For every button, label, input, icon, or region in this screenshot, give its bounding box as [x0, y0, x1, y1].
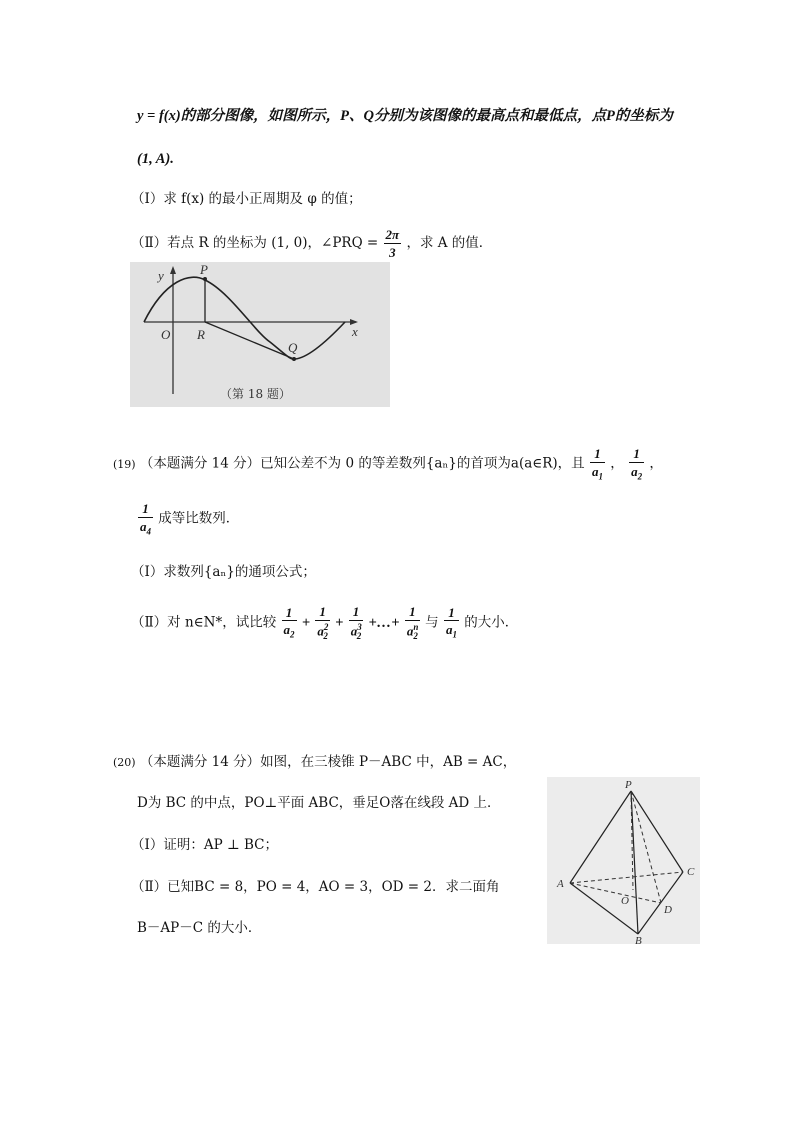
q19-sum-term-1	[282, 606, 297, 641]
q19-comma-1: ，	[610, 455, 624, 472]
q19-line2-suffix: 成等比数列．	[158, 510, 240, 527]
q19-frac2-den: $a_2$	[631, 463, 643, 482]
q18-intro-text: y = f(x)的部分图像，如图所示，P、Q分别为该图像的最高点和最低点，点P的坐标为	[137, 108, 673, 124]
q19-sum-term-2-num: 1	[315, 605, 330, 621]
q20-figure	[547, 777, 700, 944]
q20-label-p: P	[625, 779, 632, 791]
q20-part2	[131, 881, 499, 895]
q18-point-p	[203, 277, 207, 281]
q19-frac1-num: 1	[590, 447, 605, 463]
q20-edge-ab	[570, 883, 638, 934]
q19-comma-2: ，	[649, 455, 663, 472]
q19-frac3-num: 1	[138, 502, 153, 518]
q18-part1-text: （Ⅰ）求 f(x) 的最小正周期及 φ 的值；	[131, 191, 362, 207]
q18-label-r: R	[197, 327, 205, 342]
q20-line2	[137, 797, 501, 811]
q18-point-p-coords: (1, A).	[137, 151, 174, 167]
q18-angle-frac-num: 2π	[385, 227, 400, 242]
q19-part2-mid: 与	[425, 614, 439, 631]
q20-edge-pa	[570, 791, 631, 883]
q19-frac3-den: $a_4$	[140, 518, 151, 537]
q20-label-b: B	[635, 935, 642, 944]
q18-label-y: y	[158, 268, 164, 283]
q18-point-q	[292, 357, 296, 361]
q19-header	[113, 447, 663, 482]
q20-part1-text: （Ⅰ）证明：AP ⊥ BC；	[131, 837, 278, 853]
q18-part2-suffix: ，求 A 的值．	[406, 234, 493, 251]
q19-frac1-den: $a_1$	[591, 463, 603, 482]
q19-sum-term-n	[405, 605, 420, 641]
q18-label-o: O	[161, 327, 171, 342]
q18-graph-svg	[130, 262, 390, 407]
q19-part2-suffix: 的大小．	[464, 614, 519, 631]
q18-angle-frac-den: 3	[389, 244, 396, 260]
q18-part2	[131, 228, 492, 259]
q20-edge-ac-dashed	[570, 872, 683, 883]
q19-part1	[131, 566, 316, 580]
q18-curve	[144, 277, 345, 359]
q18-label-q: Q	[288, 340, 298, 355]
q20-header	[113, 756, 516, 770]
q19-line2	[137, 502, 239, 537]
q19-sum-term-n-den: $a^n_2$	[406, 621, 419, 641]
q19-plus-ellipsis: +…+	[368, 614, 400, 631]
q18-intro-line2	[137, 152, 174, 167]
q20-label-o: O	[621, 895, 629, 907]
q19-sum-term-n-num: 1	[405, 605, 420, 621]
q19-compare-num: 1	[444, 606, 459, 622]
q19-frac2-num: 1	[629, 447, 644, 463]
q20-number: (20)	[113, 756, 136, 769]
q18-intro-line1	[137, 109, 673, 124]
q20-label-c: C	[687, 866, 695, 878]
q19-compare-den: $a_1$	[445, 622, 457, 640]
q20-part1	[131, 839, 278, 853]
q20-label-a: A	[557, 878, 564, 890]
q19-sum-term-1-den: $a_2$	[283, 622, 295, 640]
q19-frac-1-over-a2	[629, 447, 644, 482]
q19-sum-term-3-den: $a^3_2$	[350, 621, 362, 641]
q19-number: (19)	[113, 457, 136, 471]
q19-header-text: （本题满分 14 分）已知公差不为 0 的等差数列{aₙ}的首项为a(a∈R)，且	[139, 455, 585, 472]
q19-compare-1-over-a1	[444, 606, 459, 641]
q18-segment-rq	[205, 322, 294, 359]
q18-label-x: x	[352, 324, 358, 339]
q20-line2-text: D为 BC 的中点，PO⊥平面 ABC，垂足O落在线段 AD 上．	[137, 795, 501, 811]
q19-part2	[131, 605, 518, 641]
q19-sum-term-1-num: 1	[282, 606, 297, 622]
q20-part2-line2-text: B－AP－C 的大小．	[137, 920, 262, 936]
q20-tetrahedron-svg	[547, 777, 700, 944]
q18-figure	[130, 262, 390, 407]
q20-part2-line2	[137, 922, 261, 936]
q18-figure-caption: （第 18 题）	[220, 387, 291, 401]
q19-plus-2: +	[335, 614, 344, 631]
q20-header-text: （本题满分 14 分）如图，在三棱锥 P－ABC 中，AB = AC，	[139, 754, 517, 770]
q19-part1-text: （Ⅰ）求数列{aₙ}的通项公式；	[131, 564, 316, 580]
q18-y-axis-arrow	[170, 266, 176, 274]
q18-label-p: P	[200, 262, 208, 277]
q19-sum-term-2-den: $a^2_2$	[317, 621, 329, 641]
q19-sum-term-3	[349, 605, 364, 641]
q19-part2-prefix: （Ⅱ）对 n∈N*，试比较	[131, 614, 277, 631]
q20-label-d: D	[664, 904, 672, 916]
q18-part2-prefix: （Ⅱ）若点 R 的坐标为 (1, 0)，∠PRQ =	[131, 234, 379, 251]
q18-angle-fraction	[384, 228, 402, 259]
q19-frac-1-over-a4	[138, 502, 153, 537]
q19-frac-1-over-a1	[590, 447, 605, 482]
q19-sum-term-3-num: 1	[349, 605, 364, 621]
q20-edge-pc	[631, 791, 683, 872]
q18-part1	[131, 193, 362, 207]
q20-part2-text: （Ⅱ）已知BC = 8，PO = 4，AO = 3，OD = 2．求二面角	[131, 879, 500, 895]
q19-sum-term-2	[315, 605, 330, 641]
q19-plus-1: +	[301, 614, 311, 631]
